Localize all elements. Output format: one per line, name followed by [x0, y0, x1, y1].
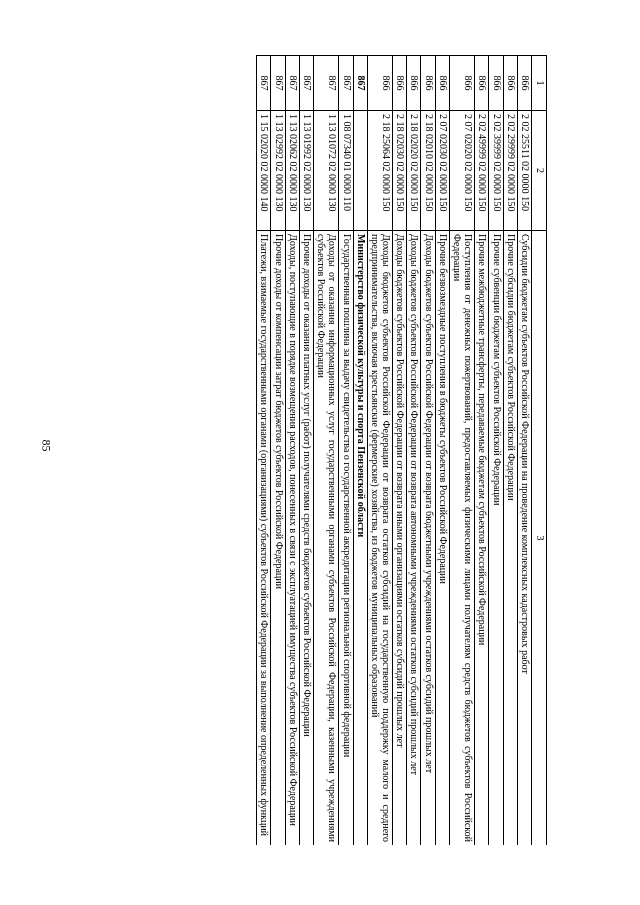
- row-code-cell: 866: [475, 56, 489, 111]
- row-name-cell: Платежи, взимаемые государственными органами (организациями) субъектов Российской Федерации за выполнение определенных функций: [257, 231, 271, 846]
- row-name-cell: Субсидии бюджетам субъектов Российской Федерации на проведение комплексных кадастровых работ: [517, 231, 531, 846]
- row-name-cell: Министерство физической культуры и спорта Пензенской области: [353, 231, 367, 846]
- row-code-cell: 866: [407, 56, 421, 111]
- row-kbk-cell: 2 02 25511 02 0000 150: [517, 111, 531, 231]
- row-kbk-cell: 1 13 02062 02 0000 130: [285, 111, 299, 231]
- row-name-cell: Государственная пошлина за выдачу свидетельства о государственной аккредитации региональной спортивной федерации: [339, 231, 353, 846]
- row-kbk-cell: [353, 111, 367, 231]
- table-row: [339, 56, 353, 846]
- row-code-cell: 867: [353, 56, 367, 111]
- table-row: [257, 56, 271, 846]
- revenue-codes-table: [256, 55, 547, 845]
- row-name-cell: Прочие субвенции бюджетам субъектов Российской Федерации: [489, 231, 503, 846]
- page-number: 85: [39, 439, 54, 452]
- row-kbk-cell: 2 18 02020 02 0000 150: [407, 111, 421, 231]
- row-name-cell: Поступления от денежных пожертвований, предоставляемых физическими лицами получателям средств бюджетов субъектов Российской Федерации: [449, 231, 474, 846]
- table-row: [449, 56, 474, 846]
- row-code-cell: 867: [314, 56, 339, 111]
- row-name-cell: Доходы бюджетов субъектов Российской Федерации от возврата бюджетными учреждениями остатков субсидий прошлых лет: [421, 231, 435, 846]
- row-code-cell: 866: [421, 56, 435, 111]
- row-code-cell: 867: [285, 56, 299, 111]
- row-name-cell: Доходы бюджетов субъектов Российской Федерации от возврата остатков субсидий на государственную поддержку малого и среднего предпринимательства, включая крестьянские (фермерские) хозяйства, из бюджетов муниципальных образований: [367, 231, 392, 846]
- row-kbk-cell: 2 02 29999 02 0000 150: [503, 111, 517, 231]
- row-code-cell: 866: [435, 56, 449, 111]
- table-row: [271, 56, 285, 846]
- row-name-cell: Доходы бюджетов субъектов Российской Федерации от возврата иными организациями остатков субсидий прошлых лет: [393, 231, 407, 846]
- table-row: [421, 56, 435, 846]
- row-name-cell: Прочие доходы от оказания платных услуг (работ) получателями средств бюджетов субъектов Российской Федерации: [299, 231, 313, 846]
- row-code-cell: 866: [503, 56, 517, 111]
- table-wrapper: [85, 55, 547, 845]
- table-row: [407, 56, 421, 846]
- table-row: [435, 56, 449, 846]
- row-name-cell: Доходы бюджетов субъектов Российской Федерации от возврата автономными учреждениями остатков субсидий прошлых лет: [407, 231, 421, 846]
- table-row: [475, 56, 489, 846]
- row-code-cell: 867: [271, 56, 285, 111]
- table-section-row: [353, 56, 367, 846]
- row-code-cell: 867: [299, 56, 313, 111]
- row-kbk-cell: 2 18 02010 02 0000 150: [421, 111, 435, 231]
- table-row: [285, 56, 299, 846]
- row-code-cell: 866: [367, 56, 392, 111]
- row-code-cell: 867: [339, 56, 353, 111]
- row-name-cell: Доходы от оказания информационных услуг государственными органами субъектов Российской Федерации, казенными учреждениями субъектов Российской Федерации: [314, 231, 339, 846]
- row-kbk-cell: 2 02 49999 02 0000 150: [475, 111, 489, 231]
- row-kbk-cell: 2 18 25064 02 0000 150: [367, 111, 392, 231]
- table-row: [314, 56, 339, 846]
- table-row: [503, 56, 517, 846]
- row-name-cell: Прочие субсидии бюджетам субъектов Российской Федерации: [503, 231, 517, 846]
- table-row: [489, 56, 503, 846]
- table-header-row: [532, 56, 547, 846]
- row-kbk-cell: 1 15 02020 02 0000 140: [257, 111, 271, 231]
- row-code-cell: 867: [257, 56, 271, 111]
- row-kbk-cell: 2 18 02030 02 0000 150: [393, 111, 407, 231]
- row-kbk-cell: 2 07 02030 02 0000 150: [435, 111, 449, 231]
- row-code-cell: 866: [393, 56, 407, 111]
- column-header-2: 2: [532, 111, 547, 231]
- table-row: [393, 56, 407, 846]
- table-row: [299, 56, 313, 846]
- column-header-3: 3: [532, 231, 547, 846]
- row-kbk-cell: 2 07 02020 02 0000 150: [449, 111, 474, 231]
- row-name-cell: Доходы, поступающие в порядке возмещения расходов, понесенных в связи с эксплуатацией имущества субъектов Российской Федерации: [285, 231, 299, 846]
- table-row: [367, 56, 392, 846]
- row-code-cell: 866: [449, 56, 474, 111]
- row-kbk-cell: 2 02 39999 02 0000 150: [489, 111, 503, 231]
- row-kbk-cell: 1 08 07340 01 0000 110: [339, 111, 353, 231]
- table-row: [517, 56, 531, 846]
- table-body: [257, 56, 532, 846]
- row-code-cell: 866: [489, 56, 503, 111]
- row-name-cell: Прочие доходы от компенсации затрат бюджетов субъектов Российской Федерации: [271, 231, 285, 846]
- row-code-cell: 866: [517, 56, 531, 111]
- row-name-cell: Прочие безвозмездные поступления в бюджеты субъектов Российской Федерации: [435, 231, 449, 846]
- column-header-1: 1: [532, 56, 547, 111]
- row-kbk-cell: 1 13 01992 02 0000 130: [299, 111, 313, 231]
- row-kbk-cell: 1 13 02992 02 0000 130: [271, 111, 285, 231]
- rotated-page: [85, 55, 547, 845]
- row-kbk-cell: 1 13 01072 02 0000 130: [314, 111, 339, 231]
- row-name-cell: Прочие межбюджетные трансферты, передаваемые бюджетам субъектов Российской Федерации: [475, 231, 489, 846]
